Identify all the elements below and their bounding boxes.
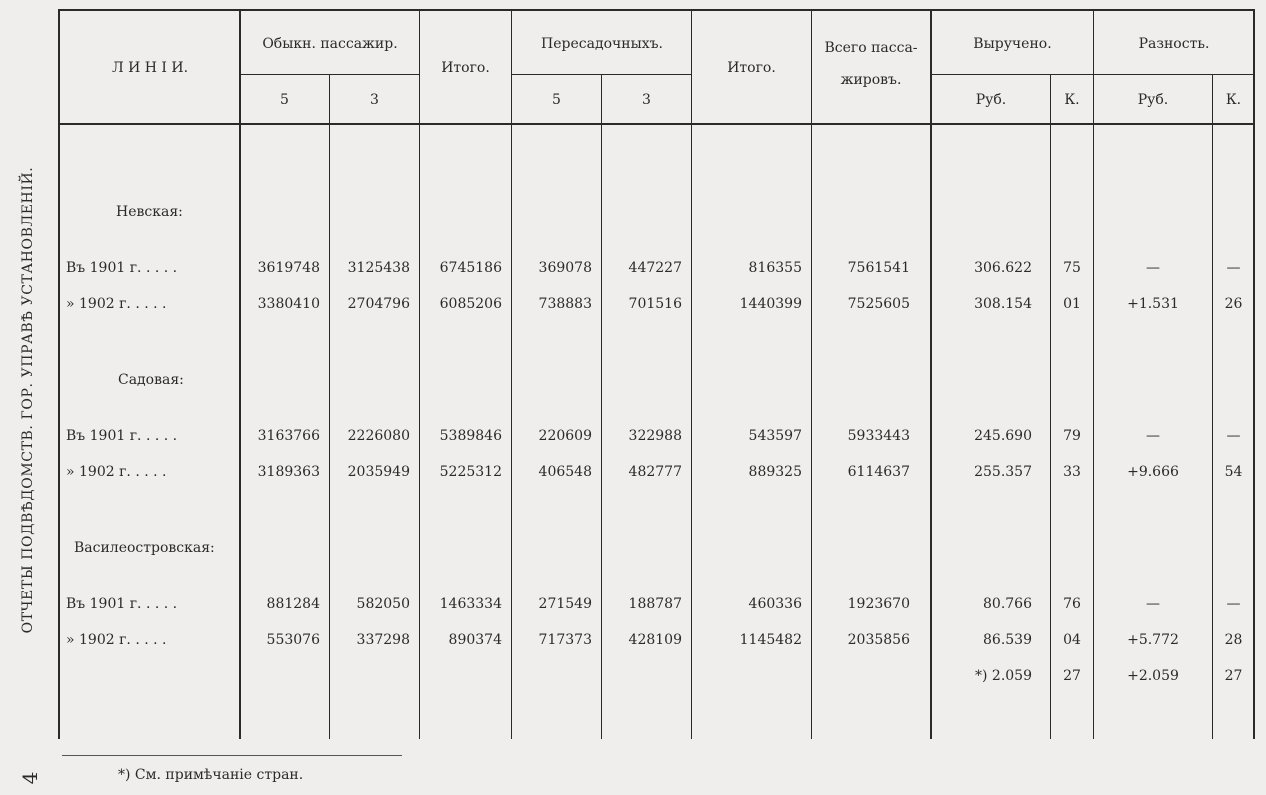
total-1-value: 5389846 xyxy=(439,428,502,444)
total-1-value: 890374 xyxy=(448,632,502,648)
ordinary-5-value: 3163766 xyxy=(257,428,320,444)
header-total-2: Итого. xyxy=(727,60,776,76)
header-ordinary: Обыкн. пассажир. xyxy=(262,36,398,52)
revenue-rub-value: 80.766 xyxy=(983,596,1032,612)
revenue-kop-value: 75 xyxy=(1063,260,1081,276)
transfer-5-value: 369078 xyxy=(538,260,592,276)
ordinary-3-value: 2035949 xyxy=(347,464,410,480)
transfer-5-value: 406548 xyxy=(538,464,592,480)
footnote: *) См. примѣчаніе стран. xyxy=(118,767,304,783)
difference-rub-value: +2.059 xyxy=(1127,668,1179,684)
revenue-kop-value: 27 xyxy=(1063,668,1081,684)
revenue-rub-value: 86.539 xyxy=(983,632,1032,648)
transfer-3-value: 447227 xyxy=(628,260,682,276)
revenue-rub-value: 308.154 xyxy=(974,296,1032,312)
total-1-value: 6745186 xyxy=(439,260,502,276)
header-lines: Л И Н І И. xyxy=(111,60,189,76)
difference-kop-value: 26 xyxy=(1224,296,1243,312)
header-all-passengers-1: Всего пасса- xyxy=(824,40,918,56)
header-ordinary-5: 5 xyxy=(280,92,289,108)
revenue-rub-value: 306.622 xyxy=(974,260,1032,276)
col-rule-lines xyxy=(239,9,241,739)
ordinary-5-value: 553076 xyxy=(266,632,320,648)
revenue-kop-value: 79 xyxy=(1063,428,1081,444)
difference-rub-value: — xyxy=(1146,596,1160,612)
header-difference: Разность. xyxy=(1138,36,1210,52)
revenue-rub-value: 255.357 xyxy=(974,464,1032,480)
difference-kop-value: 54 xyxy=(1224,464,1243,480)
all-passengers-value: 5933443 xyxy=(847,428,910,444)
transfer-sub-rule xyxy=(512,74,692,75)
header-revenue-kop: К. xyxy=(1064,92,1080,108)
section-name: Невская: xyxy=(116,204,183,220)
header-total-1: Итого. xyxy=(441,60,490,76)
header-difference-kop: К. xyxy=(1225,92,1242,108)
header-ordinary-3: 3 xyxy=(370,92,379,108)
revenue-kop-value: 76 xyxy=(1063,596,1081,612)
transfer-5-value: 717373 xyxy=(538,632,592,648)
header-bottom-rule xyxy=(58,123,1254,125)
footnote-rule xyxy=(62,755,402,756)
header-transfer: Пересадочныхъ. xyxy=(541,36,663,52)
all-passengers-value: 6114637 xyxy=(847,464,910,480)
ordinary-5-value: 3619748 xyxy=(257,260,320,276)
total-1-value: 1463334 xyxy=(439,596,502,612)
header-difference-rub: Руб. xyxy=(1137,92,1169,108)
header-transfer-3: 3 xyxy=(642,92,651,108)
difference-rub-value: +1.531 xyxy=(1127,296,1179,312)
revenue-sub-rule xyxy=(931,74,1093,75)
row-label: » 1902 г. . . . . xyxy=(66,296,167,312)
all-passengers-value: 2035856 xyxy=(847,632,910,648)
difference-rub-value: +5.772 xyxy=(1127,632,1179,648)
col-rule-p3 xyxy=(691,9,692,739)
row-label: » 1902 г. . . . . xyxy=(66,632,167,648)
difference-rub-value: +9.666 xyxy=(1127,464,1179,480)
difference-rub-value: — xyxy=(1146,428,1160,444)
col-rule-o3 xyxy=(419,9,420,739)
diff-sub-rule xyxy=(1093,74,1254,75)
transfer-5-value: 271549 xyxy=(538,596,592,612)
difference-kop-value: — xyxy=(1226,260,1241,276)
running-header: ОТЧЕТЫ ПОДВѢДОМСТВ. ГОР. УПРАВѢ УСТАНОВЛЕНІЙ. xyxy=(20,166,36,634)
ordinary-5-value: 3189363 xyxy=(257,464,320,480)
transfer-3-value: 322988 xyxy=(628,428,682,444)
transfer-5-value: 220609 xyxy=(538,428,592,444)
section-name: Садовая: xyxy=(118,372,184,388)
col-rule-all xyxy=(930,9,932,739)
table-right-rule xyxy=(1253,9,1255,739)
total-2-value: 889325 xyxy=(748,464,802,480)
total-1-value: 5225312 xyxy=(439,464,502,480)
ordinary-3-value: 2704796 xyxy=(347,296,410,312)
total-1-value: 6085206 xyxy=(439,296,502,312)
revenue-kop-value: 33 xyxy=(1063,464,1081,480)
transfer-3-value: 428109 xyxy=(628,632,682,648)
row-label: » 1902 г. . . . . xyxy=(66,464,167,480)
total-2-value: 816355 xyxy=(748,260,802,276)
transfer-3-value: 188787 xyxy=(628,596,682,612)
header-revenue-rub: Руб. xyxy=(975,92,1007,108)
difference-kop-value: 28 xyxy=(1224,632,1243,648)
ordinary-3-value: 582050 xyxy=(356,596,410,612)
total-2-value: 543597 xyxy=(748,428,802,444)
header-all-passengers-2: жировъ. xyxy=(840,72,902,88)
total-2-value: 1440399 xyxy=(739,296,802,312)
difference-rub-value: — xyxy=(1146,260,1160,276)
all-passengers-value: 1923670 xyxy=(847,596,910,612)
revenue-rub-value: 245.690 xyxy=(974,428,1032,444)
page-number: 4 xyxy=(18,771,42,785)
transfer-5-value: 738883 xyxy=(538,296,592,312)
total-2-value: 460336 xyxy=(748,596,802,612)
all-passengers-value: 7561541 xyxy=(847,260,910,276)
table-left-rule xyxy=(58,9,60,739)
revenue-rub-value: *) 2.059 xyxy=(975,668,1032,684)
ordinary-3-value: 337298 xyxy=(356,632,410,648)
ordinary-3-value: 3125438 xyxy=(347,260,410,276)
difference-kop-value: — xyxy=(1226,428,1241,444)
col-rule-kop xyxy=(1093,9,1094,739)
row-label: Въ 1901 г. . . . . xyxy=(66,596,178,612)
difference-kop-value: 27 xyxy=(1224,668,1243,684)
ordinary-sub-rule xyxy=(240,74,420,75)
header-revenue: Выручено. xyxy=(973,36,1052,52)
transfer-3-value: 701516 xyxy=(628,296,682,312)
row-label: Въ 1901 г. . . . . xyxy=(66,428,178,444)
row-label: Въ 1901 г. . . . . xyxy=(66,260,178,276)
section-name: Василеостровская: xyxy=(74,540,215,556)
ordinary-3-value: 2226080 xyxy=(347,428,410,444)
col-rule-t2 xyxy=(811,9,812,739)
difference-kop-value: — xyxy=(1226,596,1241,612)
revenue-kop-value: 01 xyxy=(1063,296,1081,312)
header-transfer-5: 5 xyxy=(552,92,561,108)
table-top-rule xyxy=(58,9,1254,11)
ordinary-5-value: 881284 xyxy=(266,596,320,612)
ordinary-5-value: 3380410 xyxy=(257,296,320,312)
col-rule-t1 xyxy=(511,9,512,739)
all-passengers-value: 7525605 xyxy=(847,296,910,312)
transfer-3-value: 482777 xyxy=(628,464,682,480)
revenue-kop-value: 04 xyxy=(1063,632,1081,648)
total-2-value: 1145482 xyxy=(739,632,802,648)
